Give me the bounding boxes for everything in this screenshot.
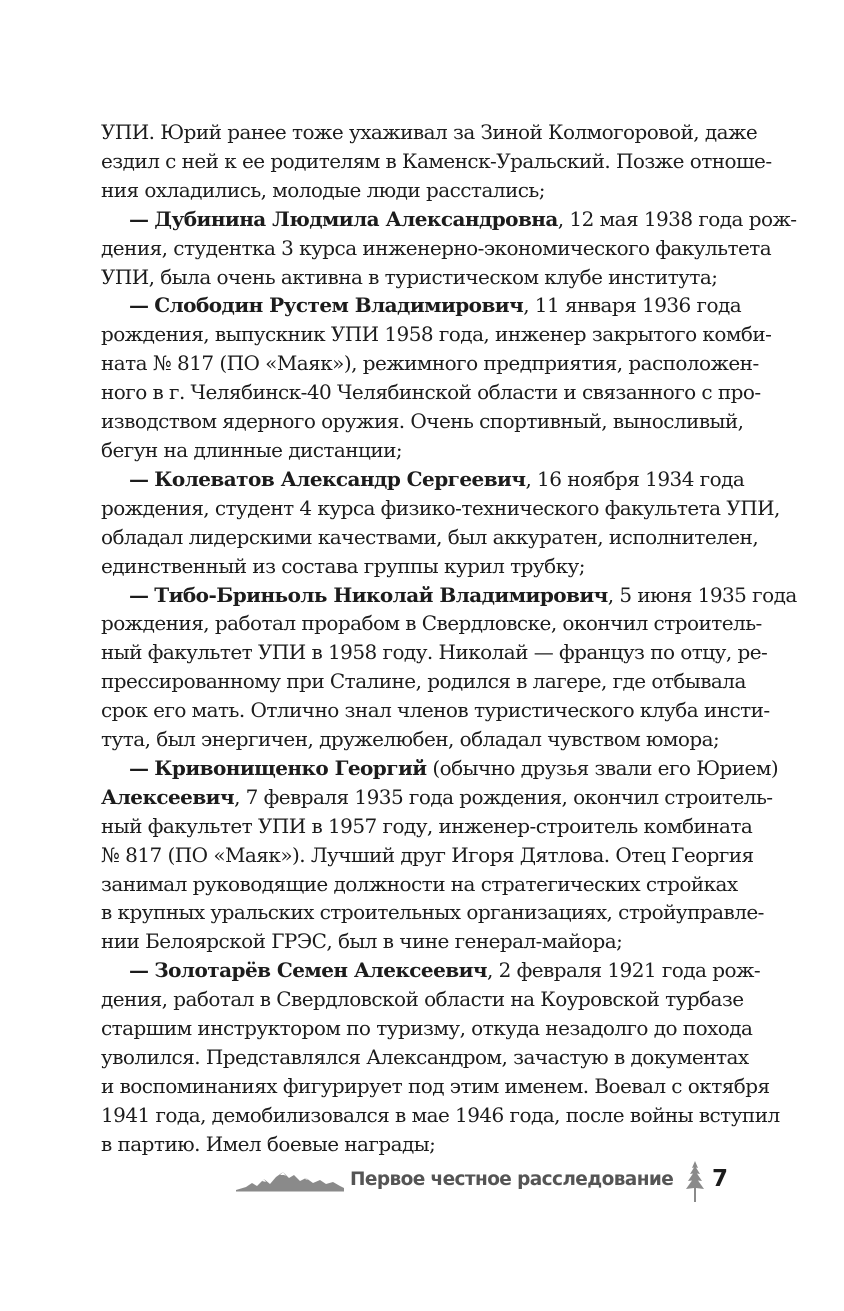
entry-name: Золотарёв Семен Алексеевич (154, 958, 487, 983)
entry-name: Дубинина Людмила Александровна (154, 206, 558, 231)
entry-dubinina (101, 205, 797, 292)
entry-text: , 16 ноября 1934 года (525, 466, 745, 491)
text-line: тута, был энергичен, дружелюбен, обладал чувством юмора; (101, 727, 720, 752)
text-line: срок его мать. Отлично знал членов туристического клуба инсти- (101, 698, 770, 723)
text-line: УПИ. Юрий ранее тоже ухаживал за Зиной Колмогоровой, даже (101, 120, 758, 144)
text-line: 1941 года, демобилизовался в мае 1946 года, после войны вступил (101, 1102, 780, 1127)
paragraph-continuation (101, 118, 772, 205)
running-title: Первое честное расследование (350, 1169, 674, 1190)
page-footer (236, 1158, 728, 1208)
page-number: 7 (712, 1166, 729, 1192)
entry-text: , 11 января 1936 года (523, 293, 742, 318)
entry-text: (обычно друзья звали его Юрием) (426, 755, 779, 780)
text-line: рождения, работал прорабом в Свердловске, окончил строитель- (101, 611, 762, 636)
entry-dash: — (129, 755, 149, 780)
text-line: и воспоминаниях фигурирует под этим именем. Воевал с октября (101, 1073, 770, 1098)
text-line: старшим инструктором по туризму, откуда незадолго до похода (101, 1016, 753, 1041)
entry-name: Слободин Рустем Владимирович (154, 293, 524, 318)
text-line: уволился. Представлялся Александром, зачастую в документах (101, 1045, 749, 1069)
text-line: в крупных уральских строительных организациях, стройуправле- (101, 900, 764, 925)
entry-text: , 7 февраля 1935 года рождения, окончил строитель- (234, 784, 773, 809)
text-line: рождения, выпускник УПИ 1958 года, инженер закрытого комби- (101, 322, 772, 347)
text-line (101, 956, 761, 985)
text-line (101, 205, 797, 234)
entry-dash: — (129, 466, 149, 491)
text-line: в партию. Имел боевые награды; (101, 1131, 436, 1156)
tree-icon (685, 1160, 705, 1204)
entry-name: Тибо-Бриньоль Николай Владимирович (154, 582, 608, 607)
entry-name: Кривонищенко Георгий (154, 755, 427, 780)
text-line: нии Белоярской ГРЭС, был в чине генерал-майора; (101, 929, 623, 954)
text-line: ездил с ней к ее родителям в Каменск-Уральский. Позже отноше- (101, 148, 772, 173)
text-line: ната № 817 (ПО «Маяк»), режимного предприятия, расположен- (101, 351, 759, 376)
entry-name-continued: Алексеевич (101, 784, 235, 809)
text-line: единственный из состава группы курил трубку; (101, 553, 585, 578)
text-line: занимал руководящие должности на стратегических стройках (101, 871, 738, 896)
text-line: дения, студентка 3 курса инженерно-экономического факультета (101, 235, 772, 260)
entry-kolevatov (101, 465, 780, 581)
text-line: ного в г. Челябинск-40 Челябинской области и связанного с про- (101, 380, 761, 405)
text-line: прессированному при Сталине, родился в лагере, где отбывала (101, 669, 746, 694)
entry-name: Колеватов Александр Сергеевич (154, 466, 526, 491)
text-line: рождения, студент 4 курса физико-технического факультета УПИ, (101, 495, 780, 520)
text-line (101, 581, 797, 610)
entry-text: , 12 мая 1938 года рож- (557, 206, 797, 231)
entry-dash: — (129, 582, 149, 607)
body-text (101, 118, 797, 1159)
text-line (101, 465, 745, 494)
entry-text: , 5 июня 1935 года (607, 582, 797, 607)
text-line: изводством ядерного оружия. Очень спортивный, выносливый, (101, 409, 744, 434)
text-line (101, 754, 779, 783)
entry-slobodin (101, 291, 772, 464)
mountains-icon (236, 1170, 344, 1192)
entry-zolotaryov (101, 956, 780, 1158)
text-line: ный факультет УПИ в 1958 году. Николай — француз по отцу, ре- (101, 640, 768, 665)
text-line: дения, работал в Свердловской области на Коуровской турбазе (101, 987, 744, 1012)
entry-dash: — (129, 293, 149, 318)
text-line: бегун на длинные дистанции; (101, 437, 403, 462)
text-line: обладал лидерскими качествами, был аккуратен, исполнителен, (101, 524, 759, 549)
text-line (101, 291, 742, 320)
entry-krivonischenko (101, 754, 779, 956)
text-line: ния охладились, молодые люди расстались; (101, 177, 545, 202)
text-line (101, 783, 773, 812)
text-line: УПИ, была очень активна в туристическом клубе института; (101, 264, 718, 289)
entry-dash: — (129, 958, 149, 983)
entry-dash: — (129, 206, 149, 231)
entry-thibeaux-brignolle (101, 581, 797, 754)
text-line: ный факультет УПИ в 1957 году, инженер-строитель комбината (101, 813, 753, 838)
entry-text: , 2 февраля 1921 года рож- (487, 958, 761, 983)
text-line: № 817 (ПО «Маяк»). Лучший друг Игоря Дятлова. Отец Георгия (101, 842, 754, 867)
